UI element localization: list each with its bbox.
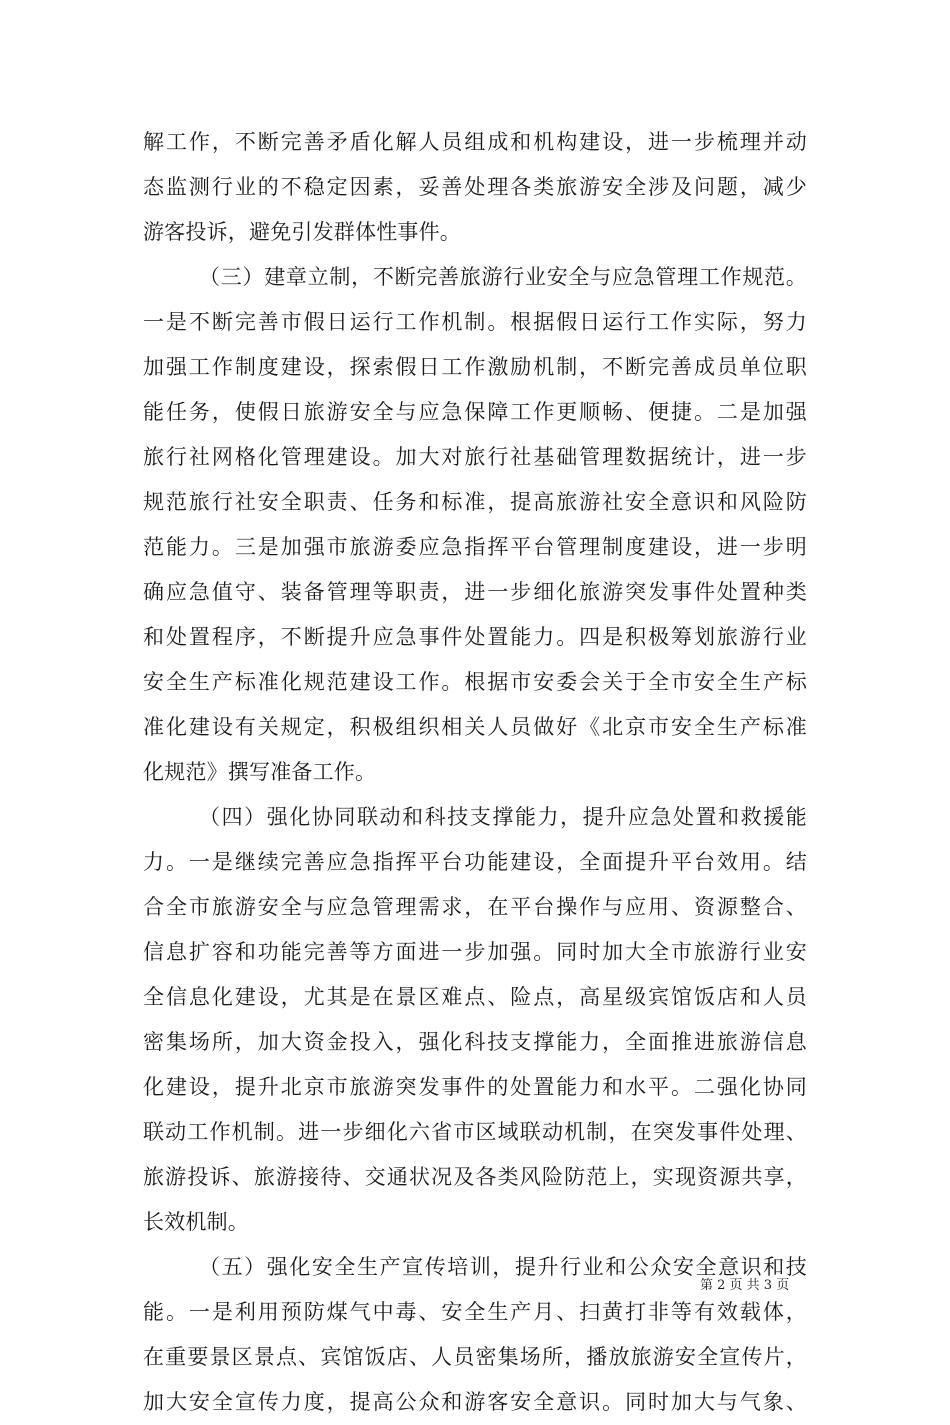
text-line: 准化建设有关规定，积极组织相关人员做好《北京市安全生产标准 [143, 715, 807, 739]
text-line: 长效机制。 [143, 1210, 249, 1234]
text-line: 全信息化建设，尤其是在景区难点、险点，高星级宾馆饭店和人员 [143, 985, 807, 1009]
section-heading-line: （五）强化安全生产宣传培训，提升行业和公众安全意识和技 [199, 1255, 807, 1279]
text-line: 信息扩容和功能完善等方面进一步加强。同时加大全市旅游行业安 [143, 940, 807, 964]
text-line: 能。一是利用预防煤气中毒、安全生产月、扫黄打非等有效载体， [143, 1300, 807, 1324]
text-line: 在重要景区景点、宾馆饭店、人员密集场所，播放旅游安全宣传片， [143, 1345, 807, 1369]
text-line: 联动工作机制。进一步细化六省市区域联动机制，在突发事件处理、 [143, 1120, 807, 1144]
text-line: 确应急值守、装备管理等职责，进一步细化旅游突发事件处置种类 [143, 580, 807, 604]
text-line: 加大安全宣传力度，提高公众和游客安全意识。同时加大与气象、 [143, 1390, 807, 1414]
text-line: 范能力。三是加强市旅游委应急指挥平台管理制度建设，进一步明 [143, 535, 807, 559]
text-line: 合全市旅游安全与应急管理需求，在平台操作与应用、资源整合、 [143, 895, 807, 919]
text-line: 旅游投诉、旅游接待、交通状况及各类风险防范上，实现资源共享， [143, 1165, 807, 1189]
text-line: 化建设，提升北京市旅游突发事件的处置能力和水平。二强化协同 [143, 1075, 807, 1099]
text-line: 解工作，不断完善矛盾化解人员组成和机构建设，进一步梳理并动 [143, 130, 807, 154]
section-heading-line: （三）建章立制，不断完善旅游行业安全与应急管理工作规范。 [199, 265, 807, 289]
text-line: 一是不断完善市假日运行工作机制。根据假日运行工作实际，努力 [143, 310, 807, 334]
text-line: 力。一是继续完善应急指挥平台功能建设，全面提升平台效用。结 [143, 850, 807, 874]
text-line: 密集场所，加大资金投入，强化科技支撑能力，全面推进旅游信息 [143, 1030, 807, 1054]
text-line: 游客投诉，避免引发群体性事件。 [143, 220, 461, 244]
document-body [143, 120, 807, 1425]
text-line: 化规范》撰写准备工作。 [143, 760, 377, 784]
text-line: 态监测行业的不稳定因素，妥善处理各类旅游安全涉及问题，减少 [143, 175, 807, 199]
section-heading-line: （四）强化协同联动和科技支撑能力，提升应急处置和救援能 [199, 805, 807, 829]
text-line: 安全生产标准化规范建设工作。根据市安委会关于全市安全生产标 [143, 670, 807, 694]
text-line: 和处置程序，不断提升应急事件处置能力。四是积极筹划旅游行业 [143, 625, 807, 649]
text-line: 加强工作制度建设，探索假日工作激励机制，不断完善成员单位职 [143, 355, 807, 379]
text-line: 旅行社网格化管理建设。加大对旅行社基础管理数据统计，进一步 [143, 445, 807, 469]
text-line: 能任务，使假日旅游安全与应急保障工作更顺畅、便捷。二是加强 [143, 400, 807, 424]
page-number: 第 2 页 共 3 页 [700, 1278, 790, 1293]
text-line: 规范旅行社安全职责、任务和标准，提高旅游社安全意识和风险防 [143, 490, 807, 514]
